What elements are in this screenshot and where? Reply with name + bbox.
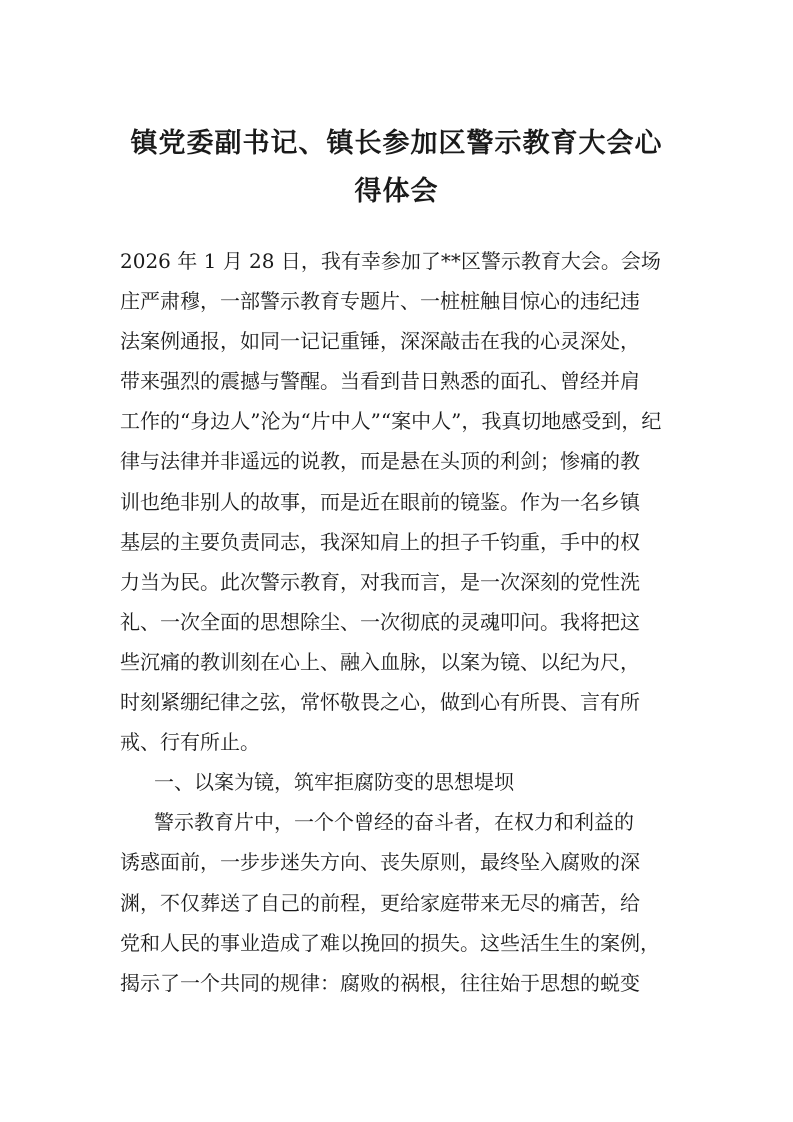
paragraph-intro <box>120 241 680 762</box>
paragraph-line: 法案例通报，如同一记记重锤，深深敲击在我的心灵深处， <box>120 329 640 354</box>
paragraph-line: 渊，不仅葬送了自己的前程，更给家庭带来无尽的痛苦，给 <box>120 890 640 915</box>
paragraph-line: 些沉痛的教训刻在心上、融入血脉，以案为镜、以纪为尺， <box>120 649 640 674</box>
paragraph-line: 力当为民。此次警示教育，对我而言，是一次深刻的党性洗 <box>120 569 640 594</box>
paragraph-line: 律与法律并非遥远的说教，而是悬在头顶的利剑；惨痛的教 <box>120 449 640 474</box>
paragraph-line: 训也绝非别人的故事，而是近在眼前的镜鉴。作为一名乡镇 <box>120 489 640 514</box>
paragraph-line: 礼、一次全面的思想除尘、一次彻底的灵魂叩问。我将把这 <box>120 609 640 634</box>
paragraph-line: 工作的“身边人”沦为“片中人”“案中人”，我真切地感受到，纪 <box>120 409 662 434</box>
paragraph-line: 时刻紧绷纪律之弦，常怀敬畏之心，做到心有所畏、言有所 <box>120 690 640 715</box>
document-body <box>120 241 680 1003</box>
paragraph-line: 2026 年 1 月 28 日，我有幸参加了**区警示教育大会。会场 <box>120 249 661 273</box>
paragraph-line: 带来强烈的震撼与警醒。当看到昔日熟悉的面孔、曾经并肩 <box>120 369 640 394</box>
paragraph-line: 基层的主要负责同志，我深知肩上的担子千钧重，手中的权 <box>120 529 640 554</box>
paragraph-line: 党和人民的事业造成了难以挽回的损失。这些活生生的案例， <box>120 930 660 955</box>
document-title-line-1: 镇党委副书记、镇长参加区警示教育大会心 <box>130 128 663 159</box>
paragraph-line: 庄严肃穆，一部警示教育专题片、一桩桩触目惊心的违纪违 <box>120 289 640 314</box>
paragraph-section-1 <box>120 802 680 1002</box>
paragraph-line: 诱惑面前，一步步迷失方向、丧失原则，最终坠入腐败的深 <box>120 850 640 875</box>
paragraph-line: 戒、行有所止。 <box>120 730 260 755</box>
paragraph-line: 揭示了一个共同的规律：腐败的祸根，往往始于思想的蜕变 <box>120 970 640 995</box>
paragraph-line: 警示教育片中，一个个曾经的奋斗者，在权力和利益的 <box>154 810 634 835</box>
section-heading: 一、以案为镜，筑牢拒腐防变的思想堤坝 <box>154 770 514 795</box>
document-title-line-2: 得体会 <box>354 176 439 207</box>
